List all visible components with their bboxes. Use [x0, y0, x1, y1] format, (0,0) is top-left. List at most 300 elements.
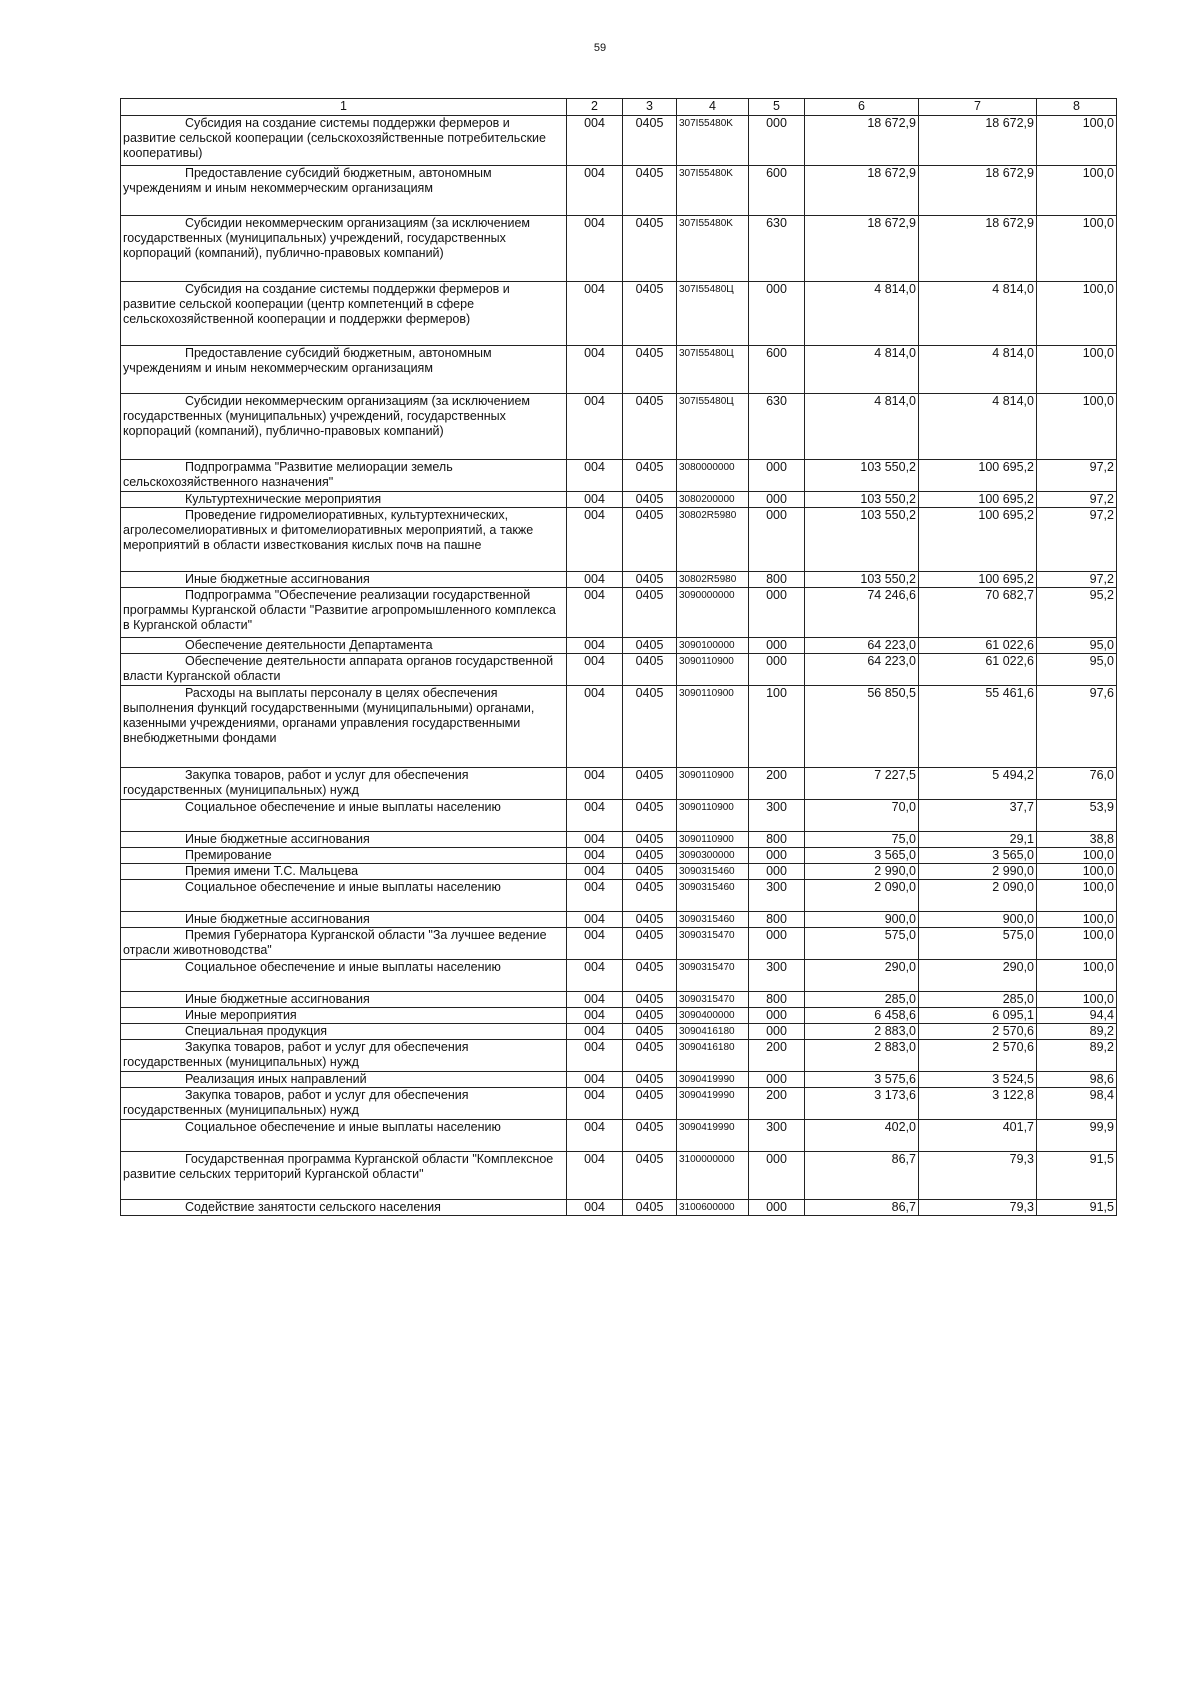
- ministry-code-cell: 004: [567, 166, 623, 216]
- execution-percent-cell: 100,0: [1037, 282, 1117, 346]
- target-article-cell: 307I55480Ц: [677, 346, 749, 394]
- target-article-cell: 3080000000: [677, 460, 749, 492]
- section-code-cell: 0405: [623, 1024, 677, 1040]
- executed-amount-cell: 575,0: [919, 928, 1037, 960]
- expense-type-cell: 000: [749, 928, 805, 960]
- section-code-cell: 0405: [623, 960, 677, 992]
- ministry-code-cell: 004: [567, 216, 623, 282]
- column-header: 4: [677, 99, 749, 116]
- section-code-cell: 0405: [623, 166, 677, 216]
- expense-name-cell: Предоставление субсидий бюджетным, автономным учреждениям и иным некоммерческим организациям: [121, 166, 567, 216]
- target-article-cell: 3090419990: [677, 1088, 749, 1120]
- planned-amount-cell: 64 223,0: [805, 654, 919, 686]
- table-row: [121, 1040, 1117, 1072]
- executed-amount-cell: 55 461,6: [919, 686, 1037, 768]
- planned-amount-cell: 290,0: [805, 960, 919, 992]
- table-row: [121, 1072, 1117, 1088]
- target-article-cell: 3090000000: [677, 588, 749, 638]
- expense-type-cell: 000: [749, 1072, 805, 1088]
- executed-amount-cell: 79,3: [919, 1152, 1037, 1200]
- planned-amount-cell: 18 672,9: [805, 116, 919, 166]
- table-row: [121, 572, 1117, 588]
- executed-amount-cell: 3 122,8: [919, 1088, 1037, 1120]
- table-row: [121, 460, 1117, 492]
- expense-type-cell: 600: [749, 166, 805, 216]
- execution-percent-cell: 53,9: [1037, 800, 1117, 832]
- target-article-cell: 3090300000: [677, 848, 749, 864]
- column-header: 6: [805, 99, 919, 116]
- target-article-cell: 3090419990: [677, 1072, 749, 1088]
- column-header: 7: [919, 99, 1037, 116]
- expense-name-cell: Содействие занятости сельского населения: [121, 1200, 567, 1216]
- target-article-cell: 307I55480K: [677, 116, 749, 166]
- section-code-cell: 0405: [623, 282, 677, 346]
- ministry-code-cell: 004: [567, 848, 623, 864]
- planned-amount-cell: 86,7: [805, 1152, 919, 1200]
- table-row: [121, 492, 1117, 508]
- target-article-cell: 307I55480K: [677, 216, 749, 282]
- column-header: 5: [749, 99, 805, 116]
- expense-name-cell: Премия Губернатора Курганской области "За лучшее ведение отрасли животноводства": [121, 928, 567, 960]
- expense-name-cell: Проведение гидромелиоративных, культуртехнических, агролесомелиоративных и фитомелиоративных мероприятий, а также мероприятий в области известкования кислых почв на пашне: [121, 508, 567, 572]
- execution-percent-cell: 76,0: [1037, 768, 1117, 800]
- section-code-cell: 0405: [623, 832, 677, 848]
- expense-name-cell: Культуртехнические мероприятия: [121, 492, 567, 508]
- execution-percent-cell: 97,2: [1037, 460, 1117, 492]
- expense-type-cell: 000: [749, 588, 805, 638]
- planned-amount-cell: 3 565,0: [805, 848, 919, 864]
- execution-percent-cell: 95,2: [1037, 588, 1117, 638]
- section-code-cell: 0405: [623, 588, 677, 638]
- expense-name-cell: Подпрограмма "Развитие мелиорации земель сельскохозяйственного назначения": [121, 460, 567, 492]
- executed-amount-cell: 5 494,2: [919, 768, 1037, 800]
- ministry-code-cell: 004: [567, 992, 623, 1008]
- table-row: [121, 864, 1117, 880]
- table-row: [121, 848, 1117, 864]
- expense-type-cell: 630: [749, 216, 805, 282]
- table-row: [121, 1088, 1117, 1120]
- ministry-code-cell: 004: [567, 116, 623, 166]
- expense-name-cell: Иные бюджетные ассигнования: [121, 572, 567, 588]
- ministry-code-cell: 004: [567, 1200, 623, 1216]
- ministry-code-cell: 004: [567, 460, 623, 492]
- expense-name-cell: Обеспечение деятельности аппарата органов государственной власти Курганской области: [121, 654, 567, 686]
- target-article-cell: 307I55480K: [677, 166, 749, 216]
- executed-amount-cell: 61 022,6: [919, 654, 1037, 686]
- executed-amount-cell: 79,3: [919, 1200, 1037, 1216]
- expense-name-cell: Субсидия на создание системы поддержки фермеров и развитие сельской кооперации (сельскохозяйственные потребительские кооперативы): [121, 116, 567, 166]
- execution-percent-cell: 100,0: [1037, 864, 1117, 880]
- executed-amount-cell: 2 990,0: [919, 864, 1037, 880]
- section-code-cell: 0405: [623, 572, 677, 588]
- expense-name-cell: Реализация иных направлений: [121, 1072, 567, 1088]
- expense-name-cell: Социальное обеспечение и иные выплаты населению: [121, 800, 567, 832]
- column-header: 1: [121, 99, 567, 116]
- expense-name-cell: Обеспечение деятельности Департамента: [121, 638, 567, 654]
- planned-amount-cell: 2 990,0: [805, 864, 919, 880]
- execution-percent-cell: 91,5: [1037, 1200, 1117, 1216]
- table-row: [121, 912, 1117, 928]
- execution-percent-cell: 98,4: [1037, 1088, 1117, 1120]
- ministry-code-cell: 004: [567, 912, 623, 928]
- expense-name-cell: Закупка товаров, работ и услуг для обеспечения государственных (муниципальных) нужд: [121, 1040, 567, 1072]
- planned-amount-cell: 402,0: [805, 1120, 919, 1152]
- expense-name-cell: Социальное обеспечение и иные выплаты населению: [121, 880, 567, 912]
- executed-amount-cell: 18 672,9: [919, 116, 1037, 166]
- execution-percent-cell: 98,6: [1037, 1072, 1117, 1088]
- section-code-cell: 0405: [623, 912, 677, 928]
- expense-type-cell: 000: [749, 508, 805, 572]
- expense-name-cell: Закупка товаров, работ и услуг для обеспечения государственных (муниципальных) нужд: [121, 1088, 567, 1120]
- section-code-cell: 0405: [623, 1152, 677, 1200]
- ministry-code-cell: 004: [567, 1040, 623, 1072]
- planned-amount-cell: 18 672,9: [805, 166, 919, 216]
- target-article-cell: 3090110900: [677, 832, 749, 848]
- execution-percent-cell: 100,0: [1037, 394, 1117, 460]
- column-header: 8: [1037, 99, 1117, 116]
- executed-amount-cell: 290,0: [919, 960, 1037, 992]
- execution-percent-cell: 100,0: [1037, 928, 1117, 960]
- target-article-cell: 3090110900: [677, 654, 749, 686]
- expense-name-cell: Субсидии некоммерческим организациям (за исключением государственных (муниципальных) учреждений, государственных корпораций (компаний), публично-правовых компаний): [121, 216, 567, 282]
- execution-percent-cell: 38,8: [1037, 832, 1117, 848]
- execution-percent-cell: 100,0: [1037, 912, 1117, 928]
- section-code-cell: 0405: [623, 492, 677, 508]
- ministry-code-cell: 004: [567, 768, 623, 800]
- planned-amount-cell: 75,0: [805, 832, 919, 848]
- table-row: [121, 1024, 1117, 1040]
- planned-amount-cell: 103 550,2: [805, 460, 919, 492]
- ministry-code-cell: 004: [567, 832, 623, 848]
- expense-type-cell: 000: [749, 116, 805, 166]
- table-row: [121, 346, 1117, 394]
- section-code-cell: 0405: [623, 1200, 677, 1216]
- section-code-cell: 0405: [623, 508, 677, 572]
- execution-percent-cell: 100,0: [1037, 960, 1117, 992]
- ministry-code-cell: 004: [567, 1088, 623, 1120]
- budget-table: [120, 98, 1117, 1216]
- expense-type-cell: 800: [749, 992, 805, 1008]
- planned-amount-cell: 74 246,6: [805, 588, 919, 638]
- expense-type-cell: 800: [749, 572, 805, 588]
- ministry-code-cell: 004: [567, 800, 623, 832]
- executed-amount-cell: 900,0: [919, 912, 1037, 928]
- planned-amount-cell: 6 458,6: [805, 1008, 919, 1024]
- execution-percent-cell: 97,2: [1037, 508, 1117, 572]
- target-article-cell: 3090110900: [677, 800, 749, 832]
- table-row: [121, 800, 1117, 832]
- target-article-cell: 3090315460: [677, 880, 749, 912]
- section-code-cell: 0405: [623, 800, 677, 832]
- section-code-cell: 0405: [623, 848, 677, 864]
- expense-type-cell: 100: [749, 686, 805, 768]
- section-code-cell: 0405: [623, 928, 677, 960]
- expense-type-cell: 200: [749, 1040, 805, 1072]
- target-article-cell: 307I55480Ц: [677, 282, 749, 346]
- target-article-cell: 3090315470: [677, 960, 749, 992]
- planned-amount-cell: 103 550,2: [805, 572, 919, 588]
- table-row: [121, 216, 1117, 282]
- section-code-cell: 0405: [623, 880, 677, 912]
- table-row: [121, 116, 1117, 166]
- expense-type-cell: 000: [749, 282, 805, 346]
- planned-amount-cell: 3 575,6: [805, 1072, 919, 1088]
- expense-name-cell: Иные мероприятия: [121, 1008, 567, 1024]
- ministry-code-cell: 004: [567, 1024, 623, 1040]
- execution-percent-cell: 94,4: [1037, 1008, 1117, 1024]
- planned-amount-cell: 4 814,0: [805, 346, 919, 394]
- planned-amount-cell: 2 883,0: [805, 1040, 919, 1072]
- expense-type-cell: 000: [749, 1024, 805, 1040]
- planned-amount-cell: 56 850,5: [805, 686, 919, 768]
- expense-name-cell: Субсидия на создание системы поддержки фермеров и развитие сельской кооперации (центр компетенций в сфере сельскохозяйственной кооперации и поддержки фермеров): [121, 282, 567, 346]
- expense-type-cell: 200: [749, 1088, 805, 1120]
- target-article-cell: 3090110900: [677, 768, 749, 800]
- target-article-cell: 3100000000: [677, 1152, 749, 1200]
- planned-amount-cell: 18 672,9: [805, 216, 919, 282]
- execution-percent-cell: 99,9: [1037, 1120, 1117, 1152]
- expense-name-cell: Социальное обеспечение и иные выплаты населению: [121, 1120, 567, 1152]
- expense-name-cell: Государственная программа Курганской области "Комплексное развитие сельских территорий Курганской области": [121, 1152, 567, 1200]
- page-number: 59: [593, 42, 607, 54]
- expense-type-cell: 200: [749, 768, 805, 800]
- table-row: [121, 394, 1117, 460]
- expense-type-cell: 300: [749, 1120, 805, 1152]
- expense-type-cell: 000: [749, 654, 805, 686]
- section-code-cell: 0405: [623, 460, 677, 492]
- execution-percent-cell: 100,0: [1037, 116, 1117, 166]
- target-article-cell: 3090315460: [677, 864, 749, 880]
- table-row: [121, 638, 1117, 654]
- section-code-cell: 0405: [623, 768, 677, 800]
- execution-percent-cell: 100,0: [1037, 880, 1117, 912]
- execution-percent-cell: 91,5: [1037, 1152, 1117, 1200]
- table-row: [121, 992, 1117, 1008]
- execution-percent-cell: 89,2: [1037, 1040, 1117, 1072]
- expense-name-cell: Иные бюджетные ассигнования: [121, 832, 567, 848]
- table-row: [121, 1120, 1117, 1152]
- target-article-cell: 3090419990: [677, 1120, 749, 1152]
- execution-percent-cell: 97,6: [1037, 686, 1117, 768]
- executed-amount-cell: 4 814,0: [919, 394, 1037, 460]
- expense-name-cell: Субсидии некоммерческим организациям (за исключением государственных (муниципальных) учреждений, государственных корпораций (компаний), публично-правовых компаний): [121, 394, 567, 460]
- ministry-code-cell: 004: [567, 880, 623, 912]
- execution-percent-cell: 95,0: [1037, 654, 1117, 686]
- expense-name-cell: Премия имени Т.С. Мальцева: [121, 864, 567, 880]
- table-row: [121, 768, 1117, 800]
- section-code-cell: 0405: [623, 346, 677, 394]
- expense-type-cell: 300: [749, 960, 805, 992]
- expense-name-cell: Социальное обеспечение и иные выплаты населению: [121, 960, 567, 992]
- target-article-cell: 3100600000: [677, 1200, 749, 1216]
- target-article-cell: 3090100000: [677, 638, 749, 654]
- table-row: [121, 928, 1117, 960]
- executed-amount-cell: 2 090,0: [919, 880, 1037, 912]
- planned-amount-cell: 4 814,0: [805, 394, 919, 460]
- table-row: [121, 1200, 1117, 1216]
- ministry-code-cell: 004: [567, 1120, 623, 1152]
- ministry-code-cell: 004: [567, 346, 623, 394]
- execution-percent-cell: 97,2: [1037, 492, 1117, 508]
- expense-type-cell: 600: [749, 346, 805, 394]
- table-row: [121, 880, 1117, 912]
- execution-percent-cell: 100,0: [1037, 346, 1117, 394]
- planned-amount-cell: 103 550,2: [805, 508, 919, 572]
- section-code-cell: 0405: [623, 116, 677, 166]
- ministry-code-cell: 004: [567, 572, 623, 588]
- section-code-cell: 0405: [623, 1040, 677, 1072]
- section-code-cell: 0405: [623, 1088, 677, 1120]
- section-code-cell: 0405: [623, 1008, 677, 1024]
- ministry-code-cell: 004: [567, 1072, 623, 1088]
- executed-amount-cell: 70 682,7: [919, 588, 1037, 638]
- table-row: [121, 166, 1117, 216]
- executed-amount-cell: 2 570,6: [919, 1040, 1037, 1072]
- executed-amount-cell: 4 814,0: [919, 346, 1037, 394]
- section-code-cell: 0405: [623, 686, 677, 768]
- planned-amount-cell: 285,0: [805, 992, 919, 1008]
- executed-amount-cell: 37,7: [919, 800, 1037, 832]
- ministry-code-cell: 004: [567, 508, 623, 572]
- execution-percent-cell: 100,0: [1037, 216, 1117, 282]
- executed-amount-cell: 2 570,6: [919, 1024, 1037, 1040]
- target-article-cell: 30802R5980: [677, 508, 749, 572]
- section-code-cell: 0405: [623, 654, 677, 686]
- expense-type-cell: 800: [749, 832, 805, 848]
- table-row: [121, 686, 1117, 768]
- ministry-code-cell: 004: [567, 960, 623, 992]
- section-code-cell: 0405: [623, 992, 677, 1008]
- expense-name-cell: Премирование: [121, 848, 567, 864]
- target-article-cell: 3090416180: [677, 1024, 749, 1040]
- target-article-cell: 3080200000: [677, 492, 749, 508]
- ministry-code-cell: 004: [567, 588, 623, 638]
- execution-percent-cell: 95,0: [1037, 638, 1117, 654]
- ministry-code-cell: 004: [567, 654, 623, 686]
- planned-amount-cell: 4 814,0: [805, 282, 919, 346]
- target-article-cell: 3090416180: [677, 1040, 749, 1072]
- planned-amount-cell: 900,0: [805, 912, 919, 928]
- executed-amount-cell: 100 695,2: [919, 460, 1037, 492]
- execution-percent-cell: 100,0: [1037, 166, 1117, 216]
- target-article-cell: 307I55480Ц: [677, 394, 749, 460]
- section-code-cell: 0405: [623, 1120, 677, 1152]
- ministry-code-cell: 004: [567, 638, 623, 654]
- expense-type-cell: 000: [749, 1008, 805, 1024]
- target-article-cell: 30802R5980: [677, 572, 749, 588]
- expense-name-cell: Иные бюджетные ассигнования: [121, 992, 567, 1008]
- ministry-code-cell: 004: [567, 686, 623, 768]
- execution-percent-cell: 100,0: [1037, 848, 1117, 864]
- column-header: 2: [567, 99, 623, 116]
- expense-type-cell: 000: [749, 848, 805, 864]
- executed-amount-cell: 3 565,0: [919, 848, 1037, 864]
- expense-name-cell: Специальная продукция: [121, 1024, 567, 1040]
- expense-type-cell: 000: [749, 492, 805, 508]
- planned-amount-cell: 86,7: [805, 1200, 919, 1216]
- ministry-code-cell: 004: [567, 492, 623, 508]
- expense-type-cell: 630: [749, 394, 805, 460]
- ministry-code-cell: 004: [567, 394, 623, 460]
- planned-amount-cell: 7 227,5: [805, 768, 919, 800]
- executed-amount-cell: 285,0: [919, 992, 1037, 1008]
- expense-name-cell: Подпрограмма "Обеспечение реализации государственной программы Курганской области "Развитие агропромышленного комплекса в Курганской области": [121, 588, 567, 638]
- table-row: [121, 832, 1117, 848]
- table-row: [121, 282, 1117, 346]
- executed-amount-cell: 3 524,5: [919, 1072, 1037, 1088]
- executed-amount-cell: 29,1: [919, 832, 1037, 848]
- table-row: [121, 588, 1117, 638]
- target-article-cell: 3090315470: [677, 992, 749, 1008]
- section-code-cell: 0405: [623, 216, 677, 282]
- table-row: [121, 508, 1117, 572]
- executed-amount-cell: 18 672,9: [919, 216, 1037, 282]
- execution-percent-cell: 97,2: [1037, 572, 1117, 588]
- expense-name-cell: Иные бюджетные ассигнования: [121, 912, 567, 928]
- executed-amount-cell: 6 095,1: [919, 1008, 1037, 1024]
- target-article-cell: 3090315470: [677, 928, 749, 960]
- ministry-code-cell: 004: [567, 1008, 623, 1024]
- target-article-cell: 3090400000: [677, 1008, 749, 1024]
- planned-amount-cell: 103 550,2: [805, 492, 919, 508]
- expense-type-cell: 000: [749, 638, 805, 654]
- expense-name-cell: Предоставление субсидий бюджетным, автономным учреждениям и иным некоммерческим организациям: [121, 346, 567, 394]
- planned-amount-cell: 64 223,0: [805, 638, 919, 654]
- ministry-code-cell: 004: [567, 864, 623, 880]
- expense-type-cell: 300: [749, 880, 805, 912]
- planned-amount-cell: 2 883,0: [805, 1024, 919, 1040]
- expense-type-cell: 800: [749, 912, 805, 928]
- planned-amount-cell: 2 090,0: [805, 880, 919, 912]
- expense-name-cell: Закупка товаров, работ и услуг для обеспечения государственных (муниципальных) нужд: [121, 768, 567, 800]
- executed-amount-cell: 18 672,9: [919, 166, 1037, 216]
- executed-amount-cell: 100 695,2: [919, 492, 1037, 508]
- ministry-code-cell: 004: [567, 1152, 623, 1200]
- planned-amount-cell: 70,0: [805, 800, 919, 832]
- table-row: [121, 1152, 1117, 1200]
- planned-amount-cell: 3 173,6: [805, 1088, 919, 1120]
- table-body: [121, 116, 1117, 1216]
- expense-name-cell: Расходы на выплаты персоналу в целях обеспечения выполнения функций государственными (муниципальными) органами, казенными учреждениями, органами управления государственными внебюджетными фондами: [121, 686, 567, 768]
- executed-amount-cell: 4 814,0: [919, 282, 1037, 346]
- executed-amount-cell: 100 695,2: [919, 508, 1037, 572]
- table-row: [121, 1008, 1117, 1024]
- expense-type-cell: 000: [749, 1152, 805, 1200]
- section-code-cell: 0405: [623, 638, 677, 654]
- expense-type-cell: 300: [749, 800, 805, 832]
- expense-type-cell: 000: [749, 1200, 805, 1216]
- ministry-code-cell: 004: [567, 282, 623, 346]
- target-article-cell: 3090315460: [677, 912, 749, 928]
- execution-percent-cell: 89,2: [1037, 1024, 1117, 1040]
- ministry-code-cell: 004: [567, 928, 623, 960]
- table-row: [121, 654, 1117, 686]
- section-code-cell: 0405: [623, 394, 677, 460]
- expense-type-cell: 000: [749, 460, 805, 492]
- column-header: 3: [623, 99, 677, 116]
- expense-type-cell: 000: [749, 864, 805, 880]
- table-row: [121, 960, 1117, 992]
- execution-percent-cell: 100,0: [1037, 992, 1117, 1008]
- section-code-cell: 0405: [623, 1072, 677, 1088]
- executed-amount-cell: 401,7: [919, 1120, 1037, 1152]
- executed-amount-cell: 61 022,6: [919, 638, 1037, 654]
- planned-amount-cell: 575,0: [805, 928, 919, 960]
- executed-amount-cell: 100 695,2: [919, 572, 1037, 588]
- section-code-cell: 0405: [623, 864, 677, 880]
- target-article-cell: 3090110900: [677, 686, 749, 768]
- column-number-row: [121, 99, 1117, 116]
